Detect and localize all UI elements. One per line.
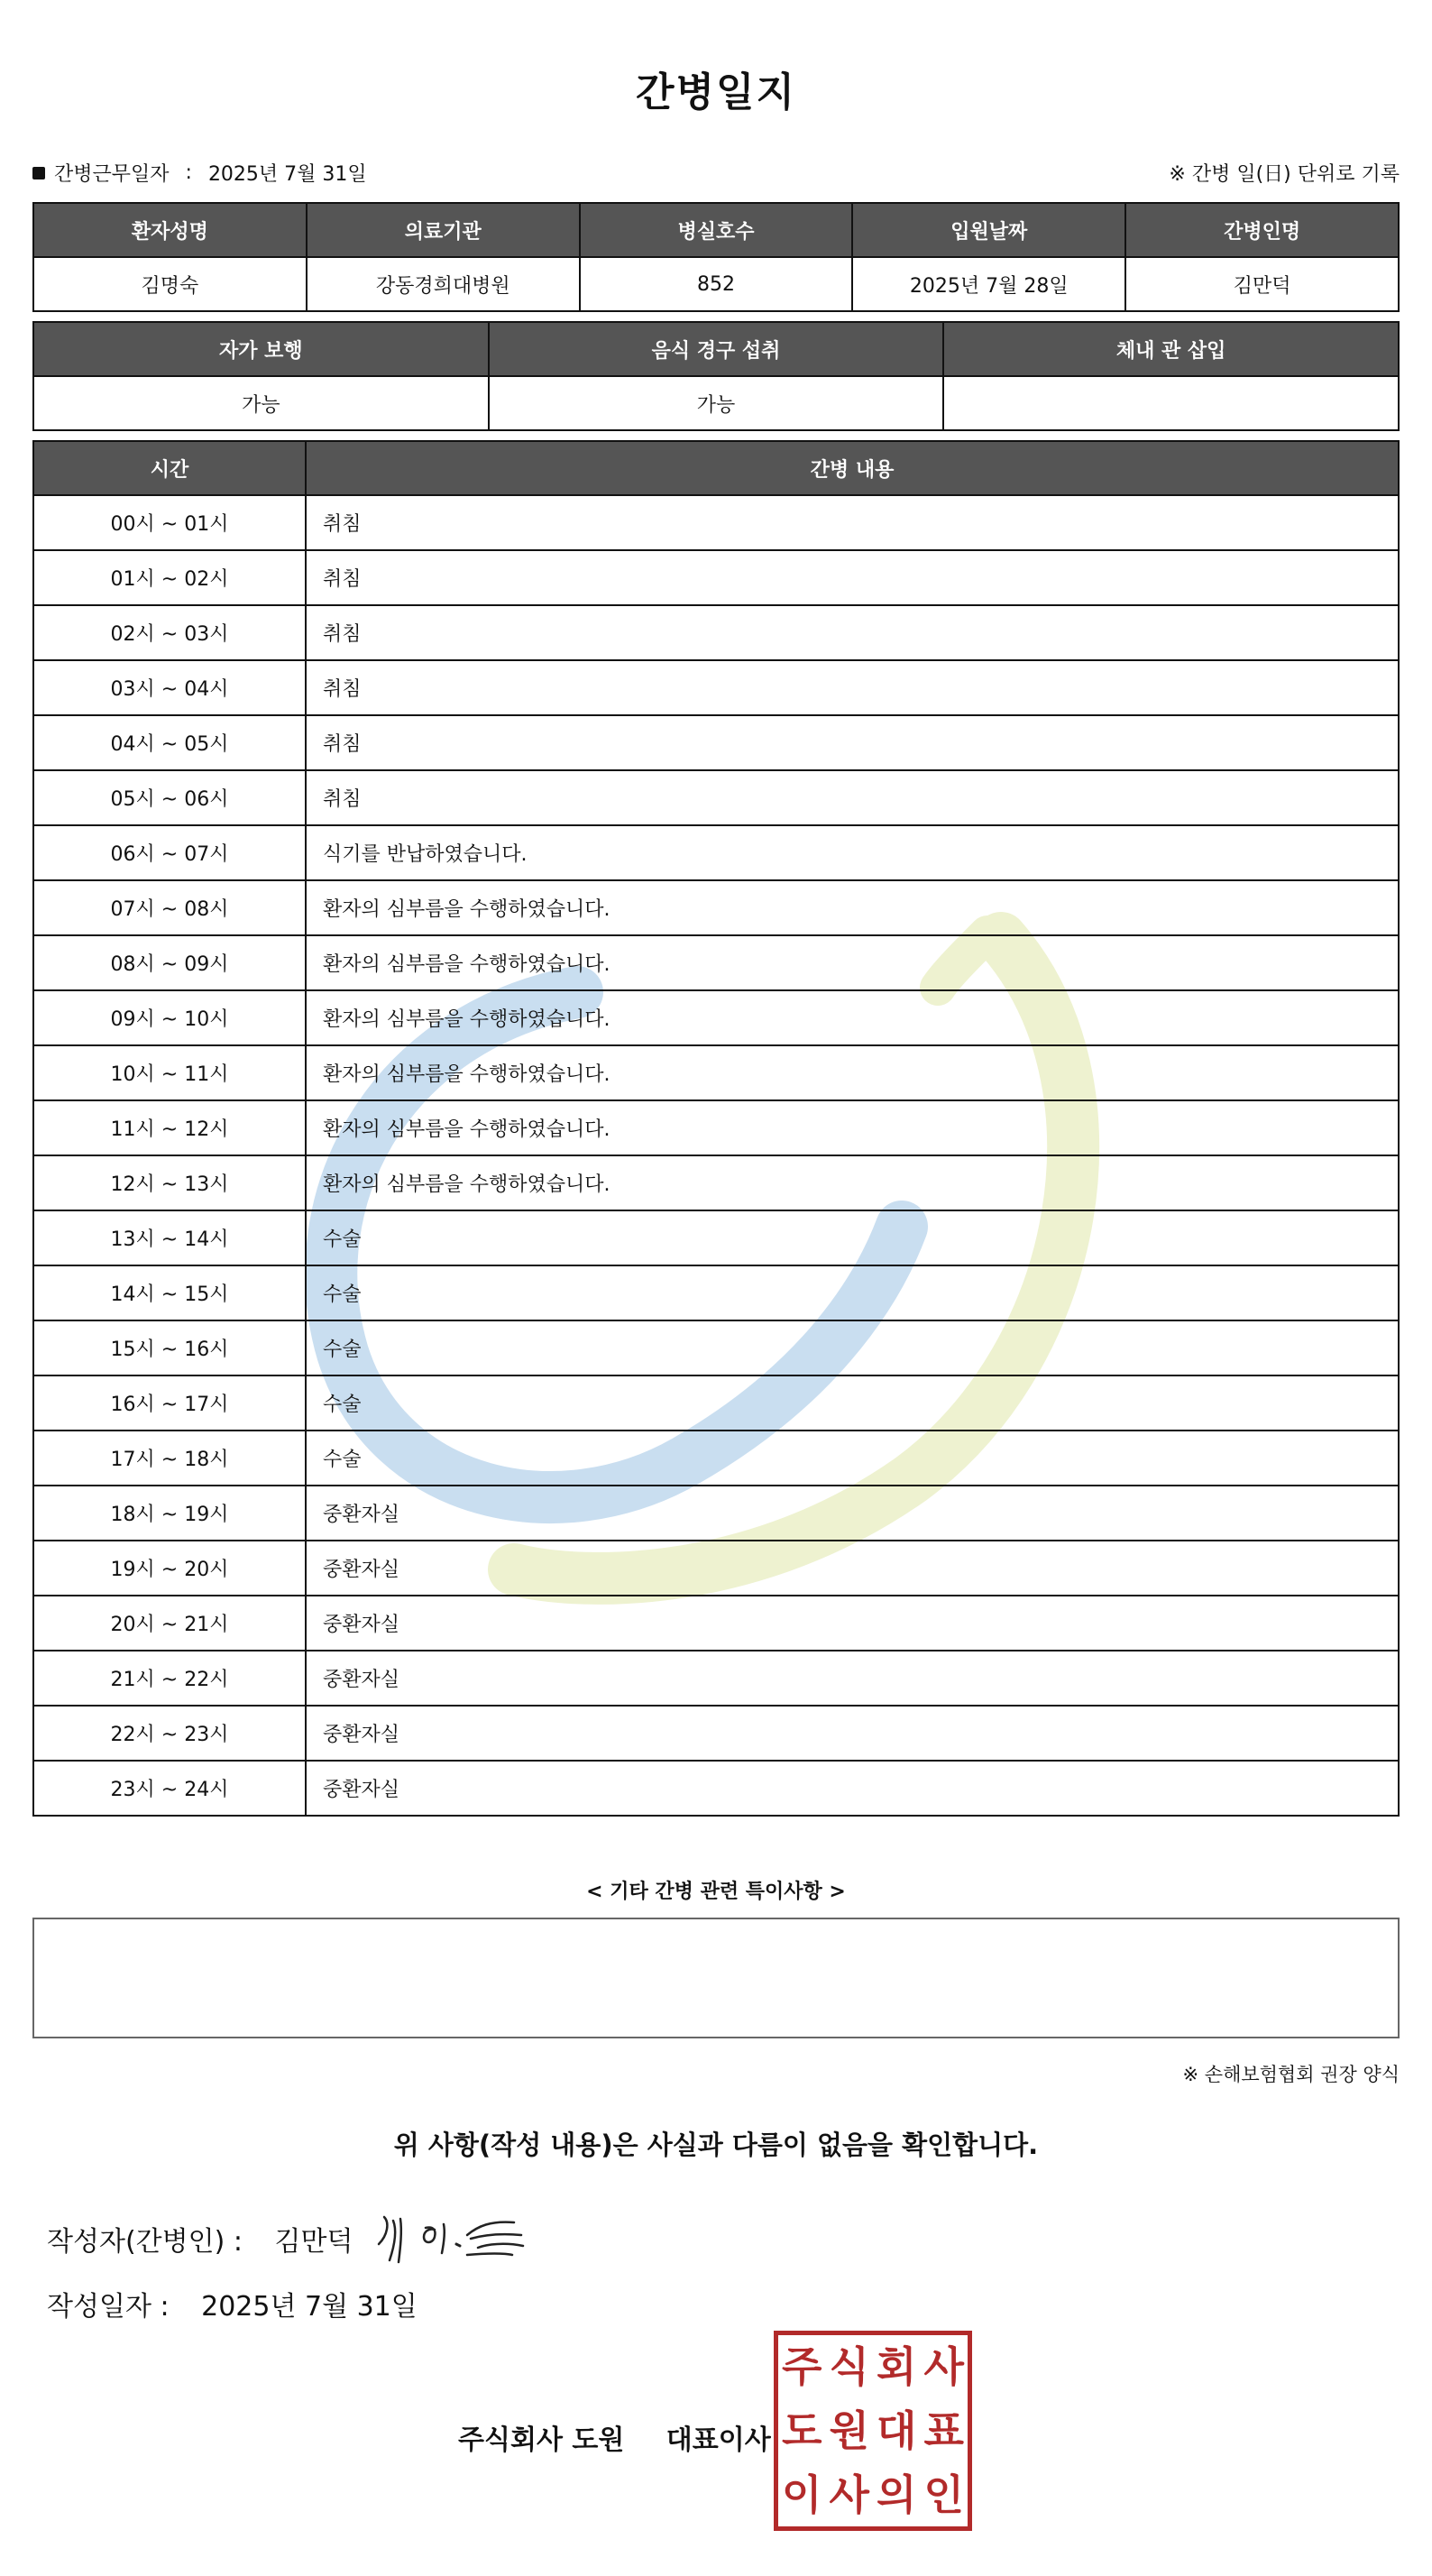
care-log-content: 수술 [306,1320,1399,1375]
care-log-row [33,550,1399,605]
care-log-table [32,440,1400,1817]
care-log-row [33,935,1399,990]
care-log-time: 14시 ~ 15시 [33,1265,306,1320]
write-date-label: 작성일자 : [47,2291,170,2323]
care-log-time: 06시 ~ 07시 [33,825,306,880]
stamp-character: 도 [782,2406,822,2455]
care-log-time: 12시 ~ 13시 [33,1155,306,1210]
header-care-content: 간병 내용 [306,441,1399,495]
company-line [458,2417,771,2457]
confirmation-statement: 위 사항(작성 내용)은 사실과 다름이 없음을 확인합니다. [393,2130,1039,2160]
stamp-character: 회 [877,2342,917,2392]
stamp-character: 표 [923,2406,964,2455]
care-log-row [33,1155,1399,1210]
care-log-content: 수술 [306,1265,1399,1320]
care-log-time: 02시 ~ 03시 [33,605,306,660]
unit-note: ※ 간병 일(日) 단위로 기록 [1169,163,1400,186]
patient-info-value-row [33,257,1399,311]
care-log-content: 수술 [306,1375,1399,1431]
care-log-row [33,825,1399,880]
care-log-content: 중환자실 [306,1596,1399,1651]
bullet-square-icon [32,167,45,179]
company-seal-stamp [774,2331,972,2531]
care-log-content: 환자의 심부름을 수행하였습니다. [306,1155,1399,1210]
header-oral-intake: 음식 경구 섭취 [489,322,944,376]
care-log-time: 08시 ~ 09시 [33,935,306,990]
care-log-row [33,1541,1399,1596]
care-log-content: 수술 [306,1431,1399,1486]
care-log-content: 중환자실 [306,1541,1399,1596]
care-log-header-row [33,441,1399,495]
care-log-time: 09시 ~ 10시 [33,990,306,1045]
care-log-time: 07시 ~ 08시 [33,880,306,935]
care-log-row [33,605,1399,660]
care-log-content: 환자의 심부름을 수행하였습니다. [306,990,1399,1045]
care-log-time: 15시 ~ 16시 [33,1320,306,1375]
stamp-character: 인 [923,2470,964,2519]
care-log-content: 취침 [306,550,1399,605]
work-date-value: 2025년 7월 31일 [207,163,367,186]
care-log-row [33,1210,1399,1265]
admission-date-value: 2025년 7월 28일 [852,257,1125,311]
stamp-character: 원 [829,2406,869,2455]
write-date-value: 2025년 7월 31일 [201,2291,418,2323]
patient-info-table [32,202,1400,312]
work-date-separator: : [185,161,192,184]
care-log-time: 11시 ~ 12시 [33,1100,306,1155]
care-log-time: 04시 ~ 05시 [33,715,306,770]
patient-status-table [32,321,1400,431]
hospital-value: 강동경희대병원 [307,257,580,311]
care-log-time: 13시 ~ 14시 [33,1210,306,1265]
care-log-time: 20시 ~ 21시 [33,1596,306,1651]
care-log-content: 환자의 심부름을 수행하였습니다. [306,935,1399,990]
header-self-walking: 자가 보행 [33,322,489,376]
care-log-row [33,495,1399,550]
care-log-time: 00시 ~ 01시 [33,495,306,550]
representative-title: 대표이사 [666,2424,771,2456]
header-tube-insertion: 체내 관 삽입 [943,322,1399,376]
care-log-row [33,1100,1399,1155]
care-log-row [33,1265,1399,1320]
care-log-content: 중환자실 [306,1486,1399,1541]
patient-info-header-row [33,203,1399,257]
care-log-time: 19시 ~ 20시 [33,1541,306,1596]
care-log-content: 취침 [306,660,1399,715]
care-log-time: 18시 ~ 19시 [33,1486,306,1541]
stamp-character: 대 [877,2406,917,2455]
care-log-time: 03시 ~ 04시 [33,660,306,715]
care-log-body [33,495,1399,1816]
write-date-line [47,2284,418,2323]
caregiver-name-value: 김만덕 [1125,257,1399,311]
header-hospital: 의료기관 [307,203,580,257]
status-header-row [33,322,1399,376]
stamp-character: 사 [829,2470,869,2519]
care-log-time: 05시 ~ 06시 [33,770,306,825]
care-log-content: 취침 [306,605,1399,660]
care-log-row [33,770,1399,825]
care-log-row [33,1706,1399,1761]
care-log-time: 16시 ~ 17시 [33,1375,306,1431]
document-title: 간병일지 [635,69,796,115]
care-log-content: 식기를 반납하였습니다. [306,825,1399,880]
header-caregiver-name: 간병인명 [1125,203,1399,257]
header-patient-name: 환자성명 [33,203,307,257]
care-log-row [33,1761,1399,1816]
care-log-row [33,990,1399,1045]
stamp-character: 주 [782,2342,822,2392]
handwritten-signature [370,2208,532,2271]
room-number-value: 852 [580,257,853,311]
care-log-row [33,1431,1399,1486]
tube-insertion-value [943,376,1399,430]
care-log-time: 23시 ~ 24시 [33,1761,306,1816]
care-log-content: 중환자실 [306,1706,1399,1761]
writer-line [47,2219,353,2259]
status-value-row [33,376,1399,430]
care-log-time: 21시 ~ 22시 [33,1651,306,1706]
recommended-form-note: ※ 손해보험협회 권장 양식 [1182,2064,1400,2085]
self-walking-value: 가능 [33,376,489,430]
stamp-character: 사 [923,2342,964,2392]
care-log-content: 취침 [306,495,1399,550]
care-log-time: 01시 ~ 02시 [33,550,306,605]
special-notes-label: < 기타 간병 관련 특이사항 > [586,1881,846,1903]
care-log-content: 중환자실 [306,1651,1399,1706]
header-time: 시간 [33,441,306,495]
work-date-row [32,159,367,187]
care-log-row [33,715,1399,770]
company-name: 주식회사 도원 [458,2424,625,2456]
stamp-character: 식 [829,2342,869,2392]
writer-label: 작성자(간병인) : [47,2226,243,2258]
care-log-content: 환자의 심부름을 수행하였습니다. [306,880,1399,935]
oral-intake-value: 가능 [489,376,944,430]
care-log-row [33,1651,1399,1706]
care-log-content: 수술 [306,1210,1399,1265]
care-log-content: 환자의 심부름을 수행하였습니다. [306,1045,1399,1100]
care-log-row [33,1045,1399,1100]
care-log-row [33,660,1399,715]
patient-name-value: 김명숙 [33,257,307,311]
care-log-content: 중환자실 [306,1761,1399,1816]
special-notes-box [32,1918,1400,2038]
care-log-time: 17시 ~ 18시 [33,1431,306,1486]
care-log-row [33,880,1399,935]
stamp-character-grid [778,2335,968,2526]
header-room-number: 병실호수 [580,203,853,257]
care-log-row [33,1375,1399,1431]
writer-name: 김만덕 [274,2226,353,2258]
care-log-content: 취침 [306,770,1399,825]
care-log-content: 환자의 심부름을 수행하였습니다. [306,1100,1399,1155]
care-log-time: 22시 ~ 23시 [33,1706,306,1761]
care-log-row [33,1486,1399,1541]
care-log-row [33,1320,1399,1375]
care-log-content: 취침 [306,715,1399,770]
stamp-character: 의 [877,2470,917,2519]
stamp-character: 이 [782,2470,822,2519]
care-log-row [33,1596,1399,1651]
header-admission-date: 입원날짜 [852,203,1125,257]
care-log-time: 10시 ~ 11시 [33,1045,306,1100]
work-date-label: 간병근무일자 [54,163,170,186]
